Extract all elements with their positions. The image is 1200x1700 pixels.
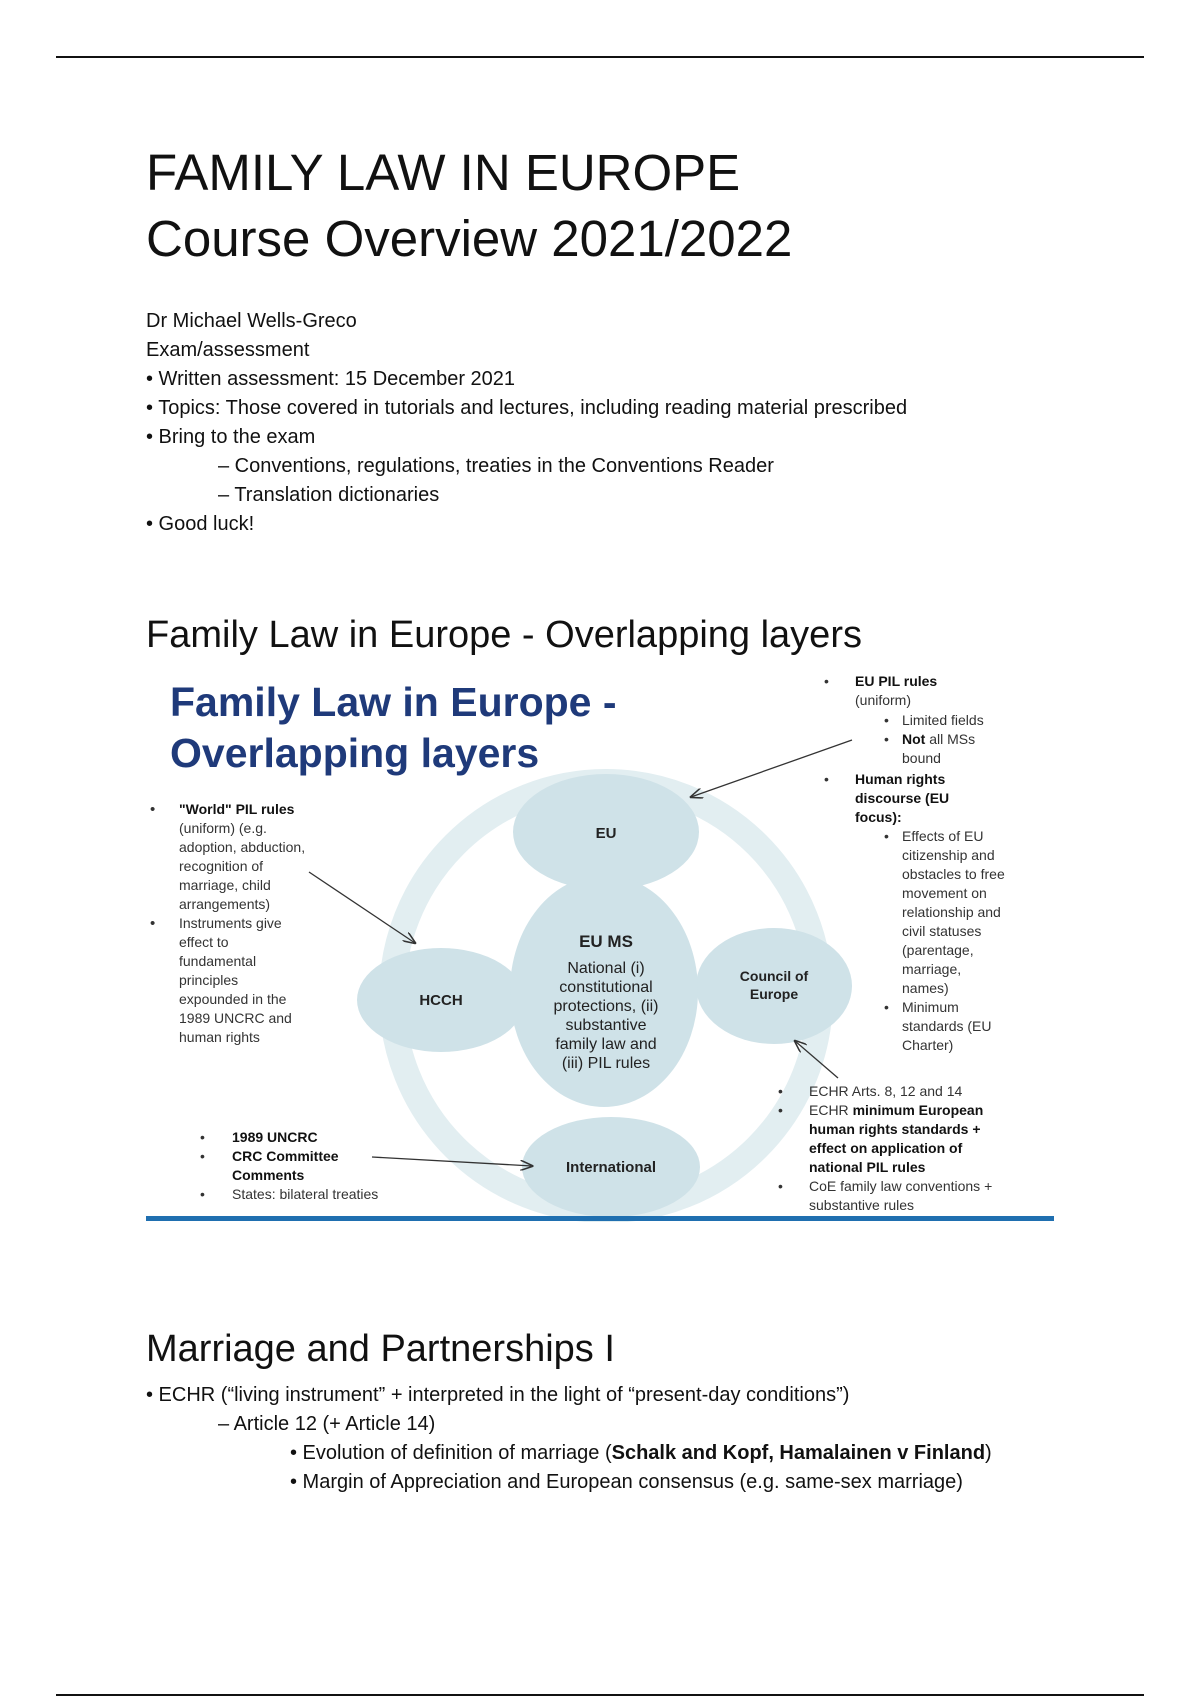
right-note-not-line: Not all MSs xyxy=(902,731,976,747)
sub-bullet-conventions: – Conventions, regulations, treaties in the Conventions Reader xyxy=(218,455,774,477)
right-bottom-echr-bold: human rights standards + xyxy=(809,1121,981,1137)
exam-heading: Exam/assessment xyxy=(146,339,310,361)
bullet-good-luck: • Good luck! xyxy=(146,513,255,535)
right-note-effects: (parentage, xyxy=(902,942,974,958)
overlapping-layers-diagram xyxy=(146,668,1054,1222)
bottom-left-bullet: • xyxy=(200,1148,205,1164)
node-eu-label: EU xyxy=(595,825,617,842)
left-note-line: 1989 UNCRC and xyxy=(179,1010,292,1026)
bottom-left-note: CRC Committee xyxy=(232,1148,339,1164)
bottom-left-bullet: • xyxy=(200,1186,205,1202)
section-heading-marriage: Marriage and Partnerships I xyxy=(146,1328,615,1370)
sub-bullet-dictionaries: – Translation dictionaries xyxy=(218,484,440,506)
marriage-section-body xyxy=(146,1381,1050,1497)
top-rule xyxy=(56,56,1144,58)
bullet-bring: • Bring to the exam xyxy=(146,426,316,448)
right-bottom-echr-arts: ECHR Arts. 8, 12 and 14 xyxy=(809,1083,963,1099)
left-note-line: expounded in the xyxy=(179,991,287,1007)
right-note-limited: Limited fields xyxy=(902,712,984,728)
bottom-left-bullet: • xyxy=(200,1129,205,1145)
bullet-written-assessment: • Written assessment: 15 December 2021 xyxy=(146,368,516,390)
bottom-left-note: 1989 UNCRC xyxy=(232,1129,318,1145)
node-eu-ms-title: EU MS xyxy=(579,932,633,951)
right-note-hr: discourse (EU xyxy=(855,790,950,806)
right-note-eu-pil: EU PIL rules xyxy=(855,673,938,689)
left-note-line: (uniform) (e.g. xyxy=(179,820,267,836)
right-note-hr: focus): xyxy=(855,809,902,825)
right-note-bullet: • xyxy=(884,828,889,844)
right-note-effects: civil statuses xyxy=(902,923,982,939)
title-line-2: Course Overview 2021/2022 xyxy=(146,210,793,267)
left-note-line: fundamental xyxy=(179,953,257,969)
right-bottom-bullet: • xyxy=(778,1083,783,1099)
right-note-effects: marriage, xyxy=(902,961,962,977)
bottom-rule xyxy=(56,1694,1144,1696)
right-bottom-coe: substantive rules xyxy=(809,1197,915,1213)
page-title xyxy=(146,140,792,272)
left-note-line: marriage, child xyxy=(179,877,271,893)
node-eu-ms-line: protections, (ii) xyxy=(553,998,659,1015)
right-note-bullet: • xyxy=(884,999,889,1015)
right-note-bullet: • xyxy=(824,673,829,689)
node-eu-ms-line: family law and xyxy=(555,1036,657,1053)
right-note-uniform: (uniform) xyxy=(855,692,912,708)
right-bottom-coe: CoE family law conventions + xyxy=(809,1178,993,1194)
node-hcch-label: HCCH xyxy=(419,992,463,1009)
right-note-effects: Effects of EU xyxy=(902,828,984,844)
bottom-left-note: States: bilateral treaties xyxy=(232,1186,379,1202)
node-eu-ms-line: substantive xyxy=(565,1017,647,1034)
left-note-bullet: • xyxy=(150,801,156,818)
left-note-line: arrangements) xyxy=(179,896,271,912)
node-eu-ms-line: National (i) xyxy=(567,960,645,977)
right-note-effects: movement on xyxy=(902,885,987,901)
left-note-line: principles xyxy=(179,972,239,988)
right-note-bullet: • xyxy=(884,731,889,747)
right-bottom-bullet: • xyxy=(778,1178,783,1194)
right-note-minimum: standards (EU xyxy=(902,1018,992,1034)
section-heading-layers: Family Law in Europe - Overlapping layers xyxy=(146,614,862,656)
node-eu-ms-line: (iii) PIL rules xyxy=(561,1055,651,1072)
left-note-bullet: • xyxy=(150,915,156,932)
left-note-line: Instruments give xyxy=(179,915,282,931)
left-note-line: adoption, abduction, xyxy=(179,839,306,855)
marriage-line-margin: • Margin of Appreciation and European consensus (e.g. same-sex marriage) xyxy=(290,1471,963,1493)
left-note-line: recognition of xyxy=(179,858,264,874)
right-note-effects: relationship and xyxy=(902,904,1001,920)
right-bottom-echr-bold: effect on application of xyxy=(809,1140,963,1156)
node-coe-label-1: Council of xyxy=(739,968,809,984)
diagram-title-line-2: Overlapping layers xyxy=(170,730,540,776)
marriage-line-article: – Article 12 (+ Article 14) xyxy=(218,1413,436,1435)
node-eu-ms-line: constitutional xyxy=(559,979,653,996)
right-note-hr: Human rights xyxy=(855,771,946,787)
marriage-line-echr: • ECHR (“living instrument” + interpreted in the light of “present-day conditions”) xyxy=(146,1384,850,1406)
node-international-label: International xyxy=(565,1159,657,1176)
marriage-line-evolution: • Evolution of definition of marriage (Schalk and Kopf, Hamalainen v Finland) xyxy=(290,1442,992,1464)
left-note-line: "World" PIL rules xyxy=(179,801,295,817)
right-bottom-echr-bold: national PIL rules xyxy=(809,1159,926,1175)
bottom-left-note: Comments xyxy=(232,1167,305,1183)
author: Dr Michael Wells-Greco xyxy=(146,310,357,332)
right-bottom-bullet: • xyxy=(778,1102,783,1118)
left-note-line: effect to xyxy=(179,934,229,950)
title-line-1: FAMILY LAW IN EUROPE xyxy=(146,144,741,201)
diagram-title-line-1: Family Law in Europe - xyxy=(170,679,617,725)
right-note-minimum: Minimum xyxy=(902,999,959,1015)
right-note-minimum: Charter) xyxy=(902,1037,954,1053)
node-coe-label-2: Europe xyxy=(749,986,799,1002)
right-note-bullet: • xyxy=(824,771,829,787)
slide-bottom-bar xyxy=(146,1216,1054,1221)
right-note-effects: citizenship and xyxy=(902,847,995,863)
left-note-line: human rights xyxy=(179,1029,260,1045)
right-note-effects: names) xyxy=(902,980,949,996)
arrow-to-eu xyxy=(691,740,852,797)
bullet-topics: • Topics: Those covered in tutorials and lectures, including reading material prescribed xyxy=(146,397,908,419)
right-note-bound: bound xyxy=(902,750,941,766)
right-bottom-echr-line: ECHR minimum European xyxy=(809,1102,984,1118)
course-info xyxy=(146,307,907,539)
right-note-bullet: • xyxy=(884,712,889,728)
right-note-effects: obstacles to free xyxy=(902,866,1005,882)
diagram-canvas xyxy=(146,668,1054,1222)
